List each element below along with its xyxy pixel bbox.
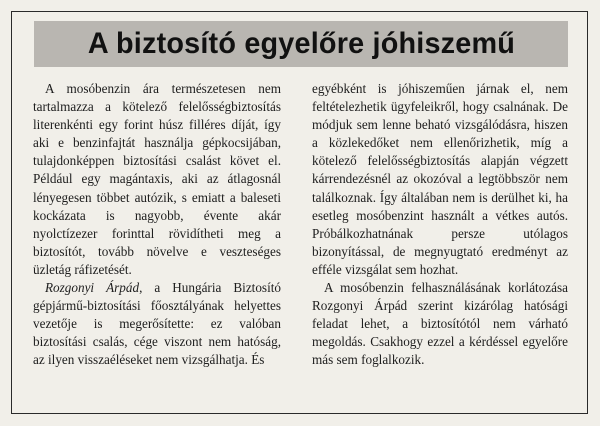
left-paragraph-2	[33, 279, 281, 369]
article-headline: A biztosító egyelőre jóhiszemű	[87, 27, 515, 60]
person-name: Rozgonyi Árpád	[45, 280, 140, 296]
left-paragraph-1: A mosóbenzin ára természetesen nem tartalmazza a kötelező felelősségbiztosítás literenkénti egy forint húsz filléres díját, így aki e benzinfajtát használja gépkocsijában, tulajdonképpen biztosítási csalást követ el. Például egy magántaxis, aki az átlagosnál lényegesen többet autózik, s emiatt a baleseti kockázata is nagyobb, évente akár nyolctízezer forinttal rövidítheti meg a biztosítót, tovább növelve e veszteséges üzletág ráfizetését.	[33, 81, 281, 277]
right-column	[312, 80, 568, 370]
left-paragraph-2-text: , a Hungária Biztosító gépjármű-biztosítási főosztályának helyettes vezetője is megerősítette: ez valóban biztosítási csalás, cége viszont nem hatóság, az ilyen visszaéléseket nem vizsgálhatja. És	[33, 280, 281, 368]
right-paragraph-2: A mosóbenzin felhasználásának korlátozása Rozgonyi Árpád szerint kizárólag hatósági feladat lehet, a biztosítótól nem várható megoldás. Csakhogy ezzel a kérdéssel egyelőre más sem foglalkozik.	[312, 280, 568, 368]
headline-banner	[34, 21, 568, 67]
right-paragraph-1: egyébként is jóhiszeműen járnak el, nem feltételezhetik ügyfeleikről, hogy csalnának. De módjuk sem lenne beható vizsgálódásra, hiszen a közlekedőket nem ellenőrizhetik, míg a kötelező felelősségbiztosítás alapján végzett kárrendezésnél az okozóval a legtöbbször nem találkoznak. Így általában nem is derülhet ki, ha esetleg mosóbenzint használt a vétkes autós. Próbálkozhatnának persze utólagos bizonyítással, de megnyugtató eredményt az efféle vizsgálat sem hozhat.	[312, 81, 568, 277]
left-column	[33, 80, 281, 370]
